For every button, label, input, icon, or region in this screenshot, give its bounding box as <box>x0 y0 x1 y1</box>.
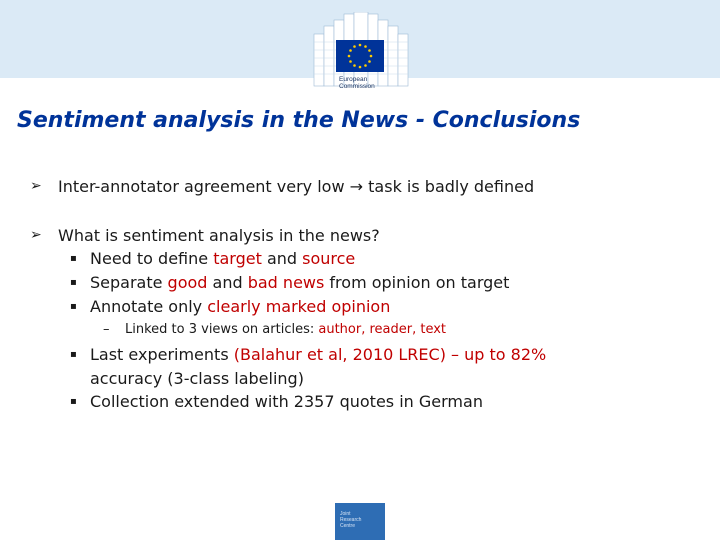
jrc-logo <box>335 503 385 540</box>
bullet-text: task is badly defined <box>363 177 535 196</box>
sub-bullet-annotate <box>90 297 390 316</box>
square-bullet-icon: ▪ <box>70 253 77 264</box>
dash-bullet-icon: – <box>103 322 110 337</box>
sub-bullet-experiments <box>90 345 546 364</box>
bullet-text: Inter-annotator agreement very low <box>58 177 345 196</box>
highlight-text: target <box>213 249 262 268</box>
sub-sub-bullet-views <box>125 322 446 337</box>
right-arrow-icon: → <box>349 177 364 196</box>
text: Last experiments <box>90 345 234 364</box>
highlight-text: (Balahur et al, 2010 LREC) – up to 82% <box>233 345 547 364</box>
square-bullet-icon: ▪ <box>70 301 77 312</box>
jrc-logo-line-2: Research <box>340 517 362 523</box>
highlight-text: source <box>302 249 356 268</box>
highlight-text: author, reader, text <box>318 322 447 337</box>
arrow-bullet-icon: ➢ <box>30 178 42 194</box>
square-bullet-icon: ▪ <box>70 396 77 407</box>
highlight-text: bad news <box>247 273 325 292</box>
text: and <box>207 273 248 292</box>
logo-line-1: European <box>339 76 368 83</box>
sub-bullet-define <box>90 249 355 268</box>
text: and <box>261 249 303 268</box>
bullet-inter-annotator <box>58 177 534 196</box>
sub-bullet-collection: Collection extended with 2357 quotes in German <box>90 392 483 411</box>
slide-title: Sentiment analysis in the News - Conclusions <box>17 108 581 133</box>
text: from opinion on target <box>324 273 510 292</box>
logo-line-2: Commission <box>339 83 375 90</box>
sub-bullet-separate <box>90 273 509 292</box>
text: Linked to 3 views on articles: <box>125 322 319 337</box>
logo-text <box>339 76 399 90</box>
text: Separate <box>90 273 168 292</box>
arrow-bullet-icon: ➢ <box>30 227 42 243</box>
bullet-what-is: What is sentiment analysis in the news? <box>58 226 380 245</box>
text: Annotate only <box>90 297 208 316</box>
jrc-logo-line-1: Joint <box>340 511 351 517</box>
highlight-text: good <box>167 273 208 292</box>
square-bullet-icon: ▪ <box>70 349 77 360</box>
highlight-text: clearly marked opinion <box>207 297 391 316</box>
square-bullet-icon: ▪ <box>70 277 77 288</box>
sub-bullet-experiments-cont: accuracy (3-class labeling) <box>90 369 304 388</box>
jrc-logo-line-3: Centre <box>340 523 356 529</box>
text: Need to define <box>90 249 214 268</box>
